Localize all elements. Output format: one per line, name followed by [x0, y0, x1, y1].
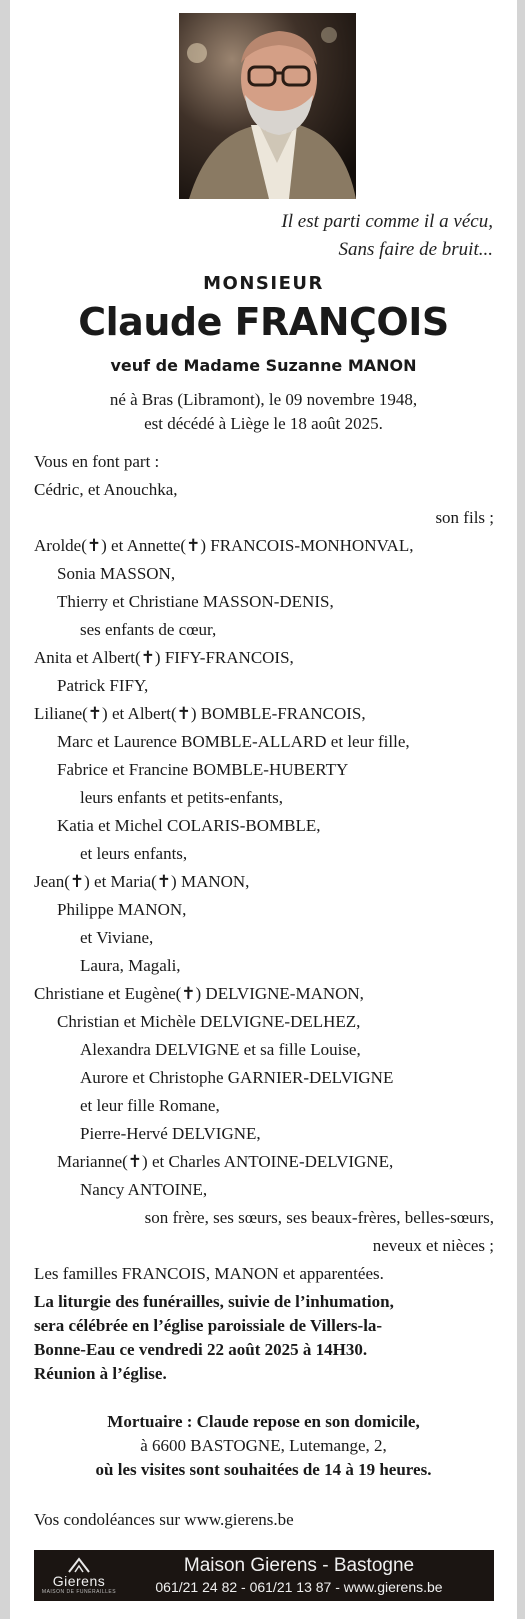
logo-subtitle: MAISON DE FUNÉRAILLES — [41, 1589, 117, 1595]
announcement-line: Christian et Michèle DELVIGNE-DELHEZ, — [57, 1012, 361, 1031]
announcement-line: Alexandra DELVIGNE et sa fille Louise, — [80, 1040, 361, 1059]
announcement-line: Patrick FIFY, — [57, 676, 149, 695]
mortuary-line-2: à 6600 BASTOGNE, Lutemange, 2, — [140, 1436, 387, 1455]
family-announcement — [34, 448, 494, 1288]
epitaph-quote — [281, 208, 493, 264]
announcement-line: Thierry et Christiane MASSON-DENIS, — [57, 592, 334, 611]
quote-line-1: Il est parti comme il a vécu, — [281, 211, 493, 232]
funeral-line-4: Réunion à l’église. — [34, 1364, 167, 1383]
announcement-line: Philippe MANON, — [57, 900, 187, 919]
announcement-line: Aurore et Christophe GARNIER-DELVIGNE — [80, 1068, 394, 1087]
right-border — [517, 0, 525, 1619]
funeral-line-3: Bonne-Eau ce vendredi 22 août 2025 à 14H30. — [34, 1340, 368, 1359]
announcement-line: Marianne(✝) et Charles ANTOINE-DELVIGNE, — [57, 1152, 394, 1171]
announcement-line: Sonia MASSON, — [57, 564, 176, 583]
birth-death-info — [10, 388, 517, 436]
funeral-home-banner — [34, 1550, 494, 1601]
announcement-line: Pierre-Hervé DELVIGNE, — [80, 1124, 261, 1143]
announcement-line: Katia et Michel COLARIS-BOMBLE, — [57, 816, 321, 835]
announcement-line: Marc et Laurence BOMBLE-ALLARD et leur fille, — [57, 732, 410, 751]
announcement-line: neveux et nièces ; — [372, 1236, 494, 1255]
gierens-logo — [40, 1554, 118, 1598]
announcement-line: Jean(✝) et Maria(✝) MANON, — [34, 872, 250, 891]
mortuary-line-3: où les visites sont souhaitées de 14 à 19 heures. — [95, 1460, 432, 1479]
mortuary-notice — [10, 1410, 517, 1482]
portrait-photo — [179, 13, 356, 199]
announcement-line: ses enfants de cœur, — [80, 620, 217, 639]
announcement-line: et leur fille Romane, — [80, 1096, 220, 1115]
honorific: MONSIEUR — [203, 273, 324, 294]
mortuary-line-1: Mortuaire : Claude repose en son domicile, — [107, 1412, 420, 1431]
announcement-line: Les familles FRANCOIS, MANON et apparentées. — [34, 1264, 384, 1283]
portrait-image — [179, 13, 356, 199]
announcement-line: son frère, ses sœurs, ses beaux-frères, belles-sœurs, — [144, 1208, 494, 1227]
announcement-line: Nancy ANTOINE, — [80, 1180, 208, 1199]
death-line: est décédé à Liège le 18 août 2025. — [144, 414, 383, 433]
left-border — [0, 0, 10, 1619]
announcement-line: Christiane et Eugène(✝) DELVIGNE-MANON, — [34, 984, 364, 1003]
funeral-home-contact[interactable]: 061/21 24 82 - 061/21 13 87 - www.gierens.be — [155, 1579, 443, 1595]
widow-of: veuf de Madame Suzanne MANON — [110, 356, 417, 375]
announcement-line: Arolde(✝) et Annette(✝) FRANCOIS-MONHONVAL, — [34, 536, 414, 555]
logo-mark-icon — [66, 1556, 92, 1574]
announcement-line: Fabrice et Francine BOMBLE-HUBERTY — [57, 760, 349, 779]
announcement-line: Laura, Magali, — [80, 956, 181, 975]
announcement-line: Vous en font part : — [34, 452, 160, 471]
announcement-line: Liliane(✝) et Albert(✝) BOMBLE-FRANCOIS, — [34, 704, 366, 723]
quote-line-2: Sans faire de bruit... — [338, 239, 493, 260]
funeral-notice — [34, 1290, 494, 1386]
birth-line: né à Bras (Libramont), le 09 novembre 1948, — [109, 390, 418, 409]
announcement-line: Anita et Albert(✝) FIFY-FRANCOIS, — [34, 648, 294, 667]
obituary-page — [10, 0, 517, 1619]
deceased-name: Claude FRANÇOIS — [78, 300, 449, 344]
logo-text: Gierens — [52, 1573, 106, 1589]
funeral-line-2: sera célébrée en l’église paroissiale de Villers-la- — [34, 1316, 383, 1335]
announcement-line: et Viviane, — [80, 928, 154, 947]
condolences-link[interactable]: Vos condoléances sur www.gierens.be — [34, 1510, 294, 1529]
announcement-line: son fils ; — [435, 508, 494, 527]
announcement-line: et leurs enfants, — [80, 844, 188, 863]
announcement-line: Cédric, et Anouchka, — [34, 480, 178, 499]
announcement-line: leurs enfants et petits-enfants, — [80, 788, 283, 807]
funeral-home-title: Maison Gierens - Bastogne — [183, 1555, 415, 1576]
funeral-line-1: La liturgie des funérailles, suivie de l’inhumation, — [34, 1292, 394, 1311]
